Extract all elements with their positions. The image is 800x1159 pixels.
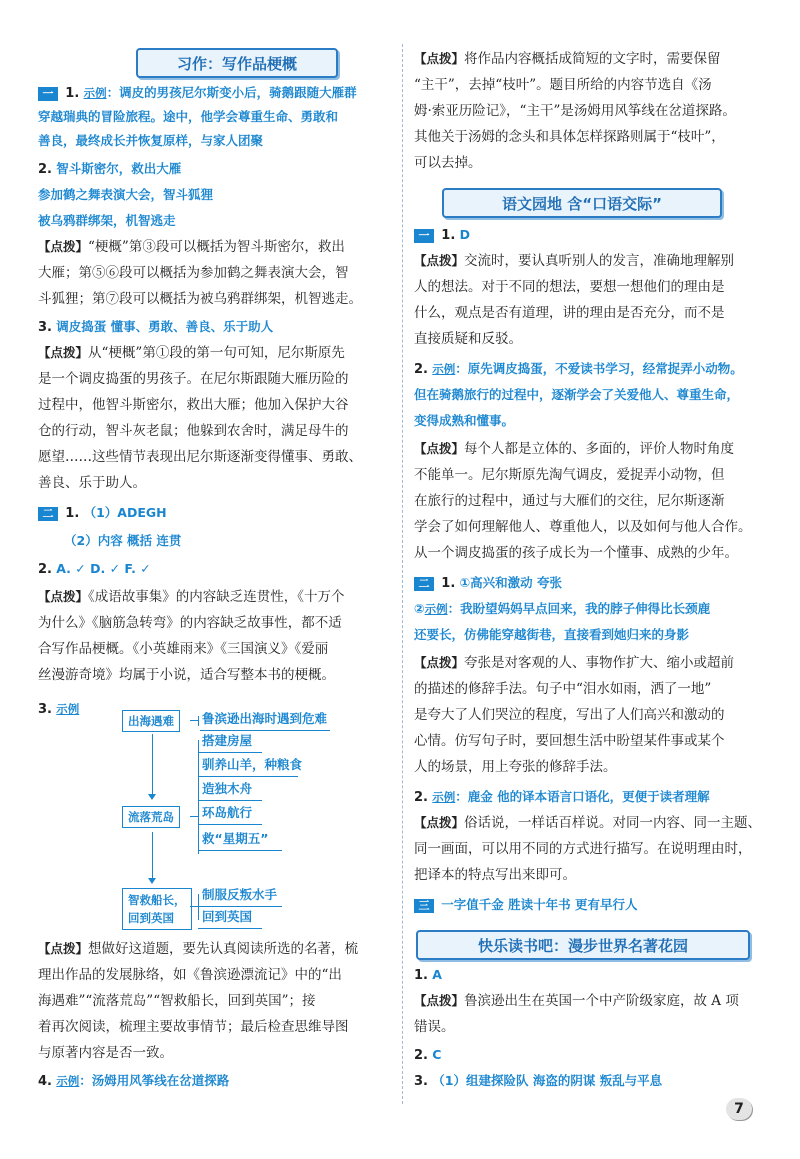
r-s3-line — [414, 896, 638, 914]
tip-text: 学会了如何理解他人、尊重他人，以及如何与他人合作。 — [414, 519, 752, 535]
q-number: 2. — [38, 162, 52, 177]
answer-text: D — [459, 227, 470, 242]
mind-leaf: 鲁滨逊出海时遇到危难 — [202, 711, 328, 726]
tip-text: 从一个调皮捣蛋的孩子成长为一个懂事、成熟的少年。 — [414, 545, 738, 561]
example-label: 示例 — [432, 362, 456, 376]
example-label: 示例 — [56, 1074, 80, 1088]
node-line: 回到英国 — [128, 911, 174, 925]
tip-text: 把译本的特点写出来即可。 — [414, 867, 576, 883]
tip-text: 与原著内容是否一致。 — [38, 1045, 173, 1061]
node-line: 智救船长， — [128, 893, 186, 907]
tip-line — [414, 252, 734, 270]
connector — [198, 716, 199, 726]
tip-text: 什么，观点是否有道理，讲的理由是否充分，而不是 — [414, 305, 725, 321]
example-label: 示例 — [83, 86, 107, 100]
flow-arrow-line — [152, 734, 153, 796]
tip-text: 是夸大了人们哭泣的程度，写出了人们高兴和激动的 — [414, 707, 725, 723]
leaf-underline — [200, 730, 330, 731]
tip-text: 合写作品梗概。《小英雄雨来》《三国演义》《爱丽 — [38, 641, 329, 657]
tip-text: 直接质疑和反驳。 — [414, 331, 522, 347]
tip-label: 【点拨】 — [38, 589, 89, 604]
mind-leaf: 造独木舟 — [202, 781, 253, 796]
tip-line — [414, 50, 721, 68]
tip-text: 鲁滨逊出生在英国一个中产阶级家庭，故 A 项 — [464, 993, 739, 1009]
connector — [198, 740, 199, 854]
s2-q2-line — [38, 560, 151, 579]
tip-text: 姆·索亚历险记》，“主干”是汤姆用风筝线在岔道探路。 — [414, 103, 736, 119]
s2-q1-line — [38, 504, 167, 523]
mind-node-rescue — [122, 888, 192, 930]
answer-text: ② — [414, 601, 425, 616]
tip-text: 同一画面，可以用不同的方式进行描写。在说明理由时， — [414, 841, 752, 857]
tip-line — [38, 344, 345, 362]
tip-text: 心情。仿写句子时，要回想生活中盼望某件事或某个 — [414, 733, 725, 749]
tip-text: 将作品内容概括成简短的文字时，需要保留 — [464, 51, 721, 67]
leaf-underline — [198, 752, 262, 753]
q-number: 1. — [441, 576, 456, 591]
q-number: 1. — [441, 228, 456, 243]
q-number: 3. — [414, 1074, 428, 1089]
connector — [190, 720, 198, 721]
answer-text: C — [432, 1047, 442, 1062]
tip-label: 【点拨】 — [38, 941, 89, 956]
answer-text: 被乌鸦群绑架，机智逃走 — [38, 213, 176, 228]
q-number: 1. — [414, 968, 428, 983]
tip-text: 交流时，要认真听别人的发言，准确地理解别 — [464, 253, 735, 269]
tip-text: 夸张是对客观的人、事物作扩大、缩小或超前 — [464, 655, 735, 671]
tip-text: 大雁；第⑤⑥段可以概括为参加鹤之舞表演大会，智 — [38, 265, 349, 281]
tip-text: 仓的行动，智斗灰老鼠；他躲到农舍时，满足母牛的 — [38, 423, 349, 439]
flow-arrow-line — [152, 832, 153, 880]
tip-text: 为什么》《脑筋急转弯》的内容缺乏故事性，都不适 — [38, 615, 342, 631]
section-badge-2: 二 — [414, 577, 434, 591]
tip-text: 人的场景，用上夸张的修辞手法。 — [414, 759, 617, 775]
tip-label: 【点拨】 — [414, 51, 465, 66]
tip-text: 错误。 — [414, 1019, 455, 1035]
column-divider — [402, 44, 403, 1104]
tip-line — [414, 814, 761, 832]
r-q1-line — [414, 226, 470, 245]
answer-text: 穿越瑞典的冒险旅程。途中，他学会尊重生命、勇敢和 — [38, 109, 339, 124]
q4-line — [38, 1072, 229, 1091]
r-s2-answer-line — [414, 600, 710, 618]
r-s2-q2-line — [414, 788, 710, 807]
tip-label: 【点拨】 — [414, 253, 465, 268]
tip-text: 在旅行的过程中，通过与大雁们的交往，尼尔斯逐渐 — [414, 493, 725, 509]
q2-line — [38, 160, 181, 179]
answer-text: 调皮捣蛋 懂事、勇敢、善良、乐于助人 — [56, 319, 274, 334]
answer-text: （2）内容 概括 连贯 — [64, 533, 182, 548]
leaf-underline — [198, 776, 298, 777]
section-badge-1: 一 — [414, 229, 434, 243]
q3-line — [38, 318, 273, 337]
tip-text: 想做好这道题，要先认真阅读所选的名著，梳 — [88, 941, 359, 957]
tip-line — [38, 940, 358, 958]
answer-text: ：我盼望妈妈早点回来，我的脖子伸得比长颈鹿 — [447, 601, 711, 616]
mind-leaf: 驯养山羊，种粮食 — [202, 757, 303, 772]
page-number: 7 — [726, 1098, 752, 1120]
section-header-garden — [442, 188, 722, 218]
example-label: 示例 — [56, 702, 80, 716]
r-s2-q1-line — [414, 574, 562, 593]
tip-text: 其他关于汤姆的念头和具体怎样探路则属于“枝叶”， — [414, 129, 725, 145]
connector — [190, 906, 198, 907]
answer-text: 还要长，仿佛能穿越街巷，直接看到她归来的身影 — [414, 627, 690, 642]
tip-line — [38, 588, 345, 606]
section-badge-2: 二 — [38, 507, 58, 521]
section-header-writing — [136, 48, 338, 78]
r-q7-line — [414, 1046, 441, 1065]
mind-leaf: 回到英国 — [202, 909, 253, 924]
q1-line — [38, 84, 357, 103]
tip-text: 斗狐狸；第⑦段可以概括为被乌鸦群绑架，机智逃走。 — [38, 291, 362, 307]
tip-text: 不能单一。尼尔斯原先淘气调皮，爱捉弄小动物，但 — [414, 467, 725, 483]
answer-text: ：鹿金 他的译本语言口语化，更便于读者理解 — [455, 789, 710, 804]
leaf-underline — [198, 824, 262, 825]
answer-text: ：汤姆用风筝线在岔道探路 — [79, 1073, 230, 1088]
tip-text: 可以去掉。 — [414, 155, 482, 171]
q-number: 1. — [65, 86, 80, 101]
tip-text: 善良、乐于助人。 — [38, 475, 146, 491]
tip-label: 【点拨】 — [38, 239, 89, 254]
answer-text: （1）ADEGH — [83, 505, 167, 520]
tip-text: 海遇难”“流落荒岛”“智救船长，回到英国”；接 — [38, 993, 316, 1009]
arrow-down-icon — [148, 878, 156, 884]
header-text: 快乐读书吧：漫步世界名著花园 — [477, 936, 688, 955]
tip-text: 着再次阅读，梳理主要故事情节；最后检查思维导图 — [38, 1019, 349, 1035]
r-q2-line — [414, 360, 743, 379]
mind-node-island: 流落荒岛 — [122, 806, 180, 828]
q-number: 2. — [414, 362, 428, 377]
tip-label: 【点拨】 — [414, 993, 465, 1008]
arrow-down-icon — [148, 794, 156, 800]
r-q6-line — [414, 966, 442, 985]
mind-leaf: 制服反叛水手 — [202, 887, 278, 902]
answer-text: ：原先调皮捣蛋，不爱读书学习，经常捉弄小动物。 — [455, 361, 743, 376]
answer-text: 智斗斯密尔，救出大雁 — [56, 161, 182, 176]
tip-text: “主干”，去掉“枝叶”。题目所给的内容节选自《汤 — [414, 77, 712, 93]
answer-text: 变得成熟和懂事。 — [414, 413, 515, 428]
tip-label: 【点拨】 — [414, 655, 465, 670]
tip-text: 理出作品的发展脉络，如《鲁滨逊漂流记》中的“出 — [38, 967, 342, 983]
answer-text: 一字值千金 胜读十年书 更有早行人 — [441, 897, 638, 912]
tip-line — [414, 440, 734, 458]
answer-text: A. ✓ D. ✓ F. ✓ — [56, 561, 151, 576]
section-badge-3: 三 — [414, 899, 434, 913]
tip-text: 是一个调皮捣蛋的男孩子。在尼尔斯跟随大雁历险的 — [38, 371, 349, 387]
q-number: 1. — [65, 506, 80, 521]
example-label: 示例 — [424, 602, 448, 616]
tip-text: 丝漫游奇境》均属于小说，适合写整本书的梗概。 — [38, 667, 335, 683]
connector — [190, 816, 198, 817]
tip-text: 《成语故事集》的内容缺乏连贯性，《十万个 — [88, 589, 345, 605]
answer-text: （1）组建探险队 海盗的阴谋 叛乱与平息 — [432, 1073, 663, 1088]
r-q8-line — [414, 1072, 662, 1091]
q-number: 2. — [414, 790, 428, 805]
q-number: 4. — [38, 1074, 52, 1089]
q-number: 3. — [38, 702, 52, 717]
answer-text: ：调皮的男孩尼尔斯变小后，骑鹅跟随大雁群 — [106, 85, 357, 100]
section-header-reading — [416, 930, 750, 960]
mind-leaf: 环岛航行 — [202, 805, 253, 820]
tip-line — [414, 992, 739, 1010]
tip-text: 从“梗概”第①段的第一句可知，尼尔斯原先 — [88, 345, 345, 361]
leaf-underline — [198, 850, 282, 851]
answer-text: ①高兴和激动 夸张 — [459, 575, 563, 590]
mind-node-shipwreck: 出海遇难 — [122, 710, 180, 732]
tip-text: 的描述的修辞手法。句子中“泪水如雨，洒了一地” — [414, 681, 712, 697]
mind-leaf: 救“星期五” — [202, 831, 269, 846]
leaf-underline — [198, 906, 282, 907]
answer-text: A — [432, 967, 442, 982]
q-number: 3. — [38, 320, 52, 335]
tip-text: 俗话说，一样话百样说。对同一内容、同一主题、 — [464, 815, 762, 831]
tip-line — [38, 238, 345, 256]
q-number: 2. — [38, 562, 52, 577]
answer-text: 善良，最终成长并恢复原样，与家人团聚 — [38, 133, 264, 148]
header-text: 习作：写作品梗概 — [176, 54, 297, 73]
tip-text: “梗概”第③段可以概括为智斗斯密尔，救出 — [88, 239, 345, 255]
answer-text: 但在骑鹅旅行的过程中，逐渐学会了关爱他人、尊重生命， — [414, 387, 740, 402]
s2-q3-line — [38, 700, 79, 719]
tip-text: 人的想法。对于不同的想法，要想一想他们的理由是 — [414, 279, 725, 295]
tip-text: 每个人都是立体的、多面的，评价人物时角度 — [464, 441, 735, 457]
tip-label: 【点拨】 — [38, 345, 89, 360]
tip-text: 愿望……这些情节表现出尼尔斯逐渐变得懂事、勇敢、 — [38, 449, 362, 465]
leaf-underline — [198, 928, 262, 929]
leaf-underline — [198, 800, 262, 801]
connector — [198, 894, 199, 920]
example-label: 示例 — [432, 790, 456, 804]
tip-label: 【点拨】 — [414, 815, 465, 830]
tip-line — [414, 654, 734, 672]
mind-leaf: 搭建房屋 — [202, 733, 253, 748]
tip-text: 过程中，他智斗斯密尔，救出大雁；他加入保护大谷 — [38, 397, 349, 413]
tip-label: 【点拨】 — [414, 441, 465, 456]
header-text: 语文园地 含“口语交际” — [502, 194, 662, 213]
q-number: 2. — [414, 1048, 428, 1063]
section-badge-1: 一 — [38, 87, 58, 101]
answer-text: 参加鹤之舞表演大会，智斗狐狸 — [38, 187, 214, 202]
